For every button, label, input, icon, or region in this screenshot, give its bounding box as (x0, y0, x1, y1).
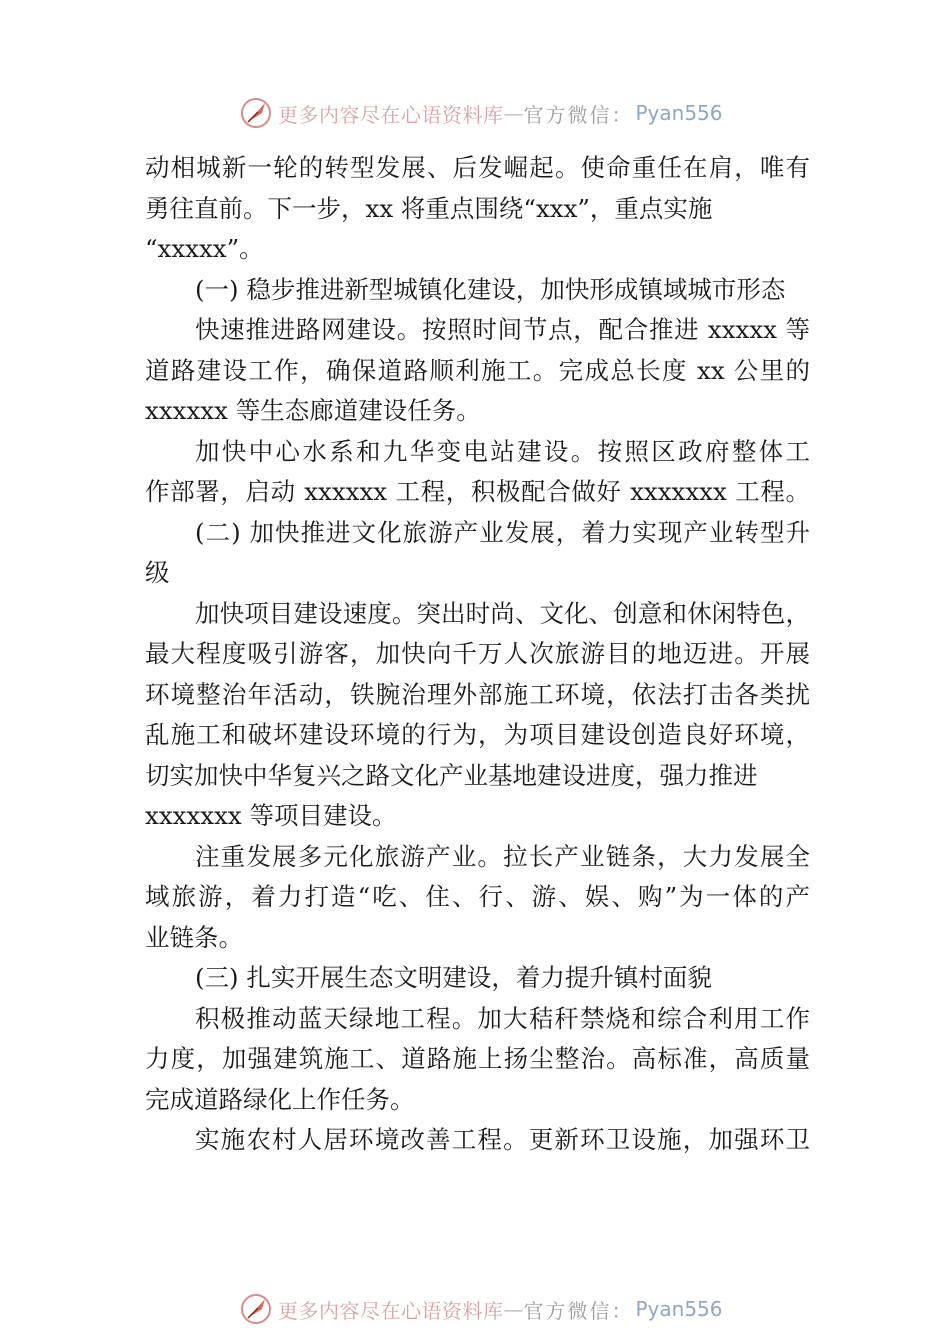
text-line: 作部署，启动 xxxxxx 工程，积极配合做好 xxxxxxx 工程。 (145, 477, 810, 506)
section-heading-3: (三) 扎实开展生态文明建设，着力提升镇村面貌 (195, 963, 712, 992)
text-line: 环境整治年活动，铁腕治理外部施工环境，依法打击各类扰 (145, 679, 810, 709)
text-line: 实施农村人居环境改善工程。更新环卫设施，加强环卫 (195, 1125, 810, 1154)
watermark-wechat-id: Pyan556 (635, 1297, 723, 1321)
text-line: 积极推动蓝天绿地工程。加大秸秆禁烧和综合利用工作 (195, 1003, 810, 1033)
text-line: xxxxxxx 等项目建设。 (145, 801, 397, 830)
section-heading-2-cont: 级 (145, 558, 170, 587)
watermark-wechat-id: Pyan556 (635, 101, 723, 125)
text-line: 切实加快中华复兴之路文化产业基地建设进度，强力推进 (145, 760, 758, 790)
text-line: 快速推进路网建设。按照时间节点，配合推进 xxxxx 等 (195, 315, 810, 344)
text-line: xxxxxx 等生态廊道建设任务。 (145, 396, 481, 425)
quill-logo-icon (238, 95, 274, 131)
footer-watermark (238, 1289, 723, 1329)
text-line: 勇往直前。下一步，xx 将重点围绕“xxx”，重点实施 (145, 193, 713, 223)
text-line: 业链条。 (145, 922, 243, 952)
text-line: 域旅游，着力打造“吃、住、行、游、娱、购”为一体的产 (145, 882, 810, 911)
watermark-separator: — (503, 1297, 524, 1321)
text-line: 完成道路绿化上作任务。 (145, 1084, 415, 1114)
watermark-text: 更多内容尽在心语资料库 (278, 102, 504, 127)
text-line: 加快中心水系和九华变电站建设。按照区政府整体工 (195, 436, 810, 466)
text-line: 注重发展多元化旅游产业。拉长产业链条，大力发展全 (195, 841, 810, 871)
quill-logo-icon (238, 1291, 274, 1327)
text-line: 动相城新一轮的转型发展、后发崛起。使命重任在肩，唯有 (145, 153, 810, 182)
document-body (145, 148, 810, 1161)
text-line: 最大程度吸引游客，加快向千万人次旅游目的地迈进。开展 (145, 639, 810, 668)
header-watermark (238, 93, 723, 133)
text-line: 加快项目建设速度。突出时尚、文化、创意和休闲特色， (195, 598, 810, 628)
section-heading-1: (一) 稳步推进新型城镇化建设，加快形成镇域城市形态 (195, 274, 786, 304)
text-line: 道路建设工作，确保道路顺利施工。完成总长度 xx 公里的 (145, 355, 810, 385)
section-heading-2: (二) 加快推进文化旅游产业发展，着力实现产业转型升 (195, 517, 810, 547)
watermark-wechat-label: 官方微信： (523, 1298, 634, 1323)
text-line: 乱施工和破坏建设环境的行为，为项目建设创造良好环境， (145, 720, 810, 749)
watermark-separator: — (503, 101, 524, 125)
watermark-wechat-label: 官方微信： (523, 102, 634, 127)
watermark-text: 更多内容尽在心语资料库 (278, 1298, 504, 1323)
text-line: “xxxxx”。 (145, 234, 264, 263)
text-line: 力度，加强建筑施工、道路施上扬尘整治。高标准，高质量 (145, 1044, 810, 1073)
